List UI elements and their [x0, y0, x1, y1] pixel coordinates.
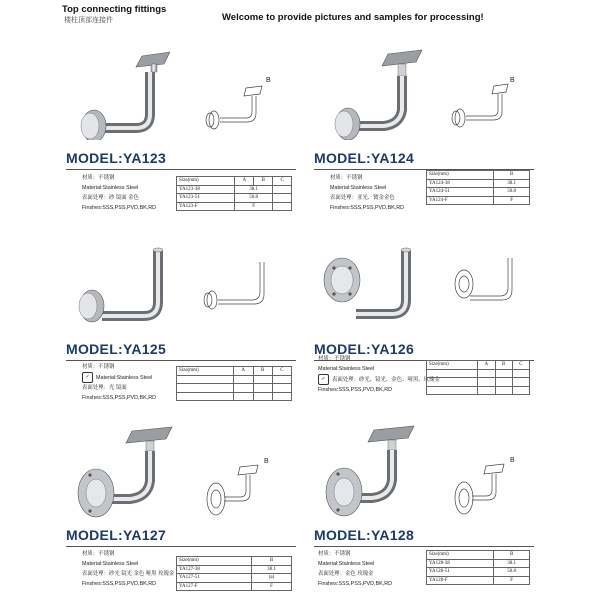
product-photo-ya125 [62, 240, 172, 330]
model-title: MODEL:YA126 [314, 341, 415, 357]
page-title: Top connecting fittings [62, 4, 167, 15]
technical-drawing-ya124 [446, 70, 526, 140]
divider [66, 169, 296, 170]
divider [66, 360, 296, 361]
size-table: Size(mm) A B C [176, 366, 292, 401]
certification-icon: ✓ [318, 374, 329, 385]
product-photo-ya123 [60, 42, 170, 140]
size-table: Size(mm) A B C [426, 360, 530, 395]
technical-drawing-ya125 [198, 258, 278, 318]
spec-list: 材质：不锈钢 Material:Stainless Steel 表面处理：金色 玫瑰金 Finshes:SSS,PSS,PVD,BK,RD [318, 551, 392, 587]
model-title: MODEL:YA128 [314, 527, 415, 543]
spec-list: 材质：不锈钢 Material:Stainless Steel ✓ 表面处理：砂光、镜光、金色、哑黑、玫瑰金 Finshes:SSS,PSS,PVD,BK,RD [318, 356, 440, 393]
technical-drawing-ya123 [200, 70, 280, 140]
size-table: Size(mm) B YA127-38 38.1 YA127-51 (a) YA127-F F [176, 556, 292, 591]
spec-list: 材质：不锈钢 Material:Stainless Steel 表面处理：砂 镜面 金色 Finshes:SSS,PSS,PVD,BK,RD [82, 175, 156, 211]
certification-icon: ✓ [82, 372, 93, 383]
divider [66, 546, 296, 547]
product-photo-ya126 [316, 240, 426, 330]
product-photo-ya124 [318, 42, 428, 140]
size-table: Size(mm) B YA124-38 38.1 YA124-51 50.8 YA124-F F [426, 170, 530, 205]
spec-list: 材质：不锈钢 Material:Stainless Steel 表面处理：砂光 镜光 金色 哑黑 玫瑰金 Finshes:SSS,PSS,PVD,BK,RD [82, 551, 175, 587]
dimension-label-b: B [264, 458, 269, 465]
dimension-label-b: B [266, 77, 271, 84]
model-title: MODEL:YA123 [66, 150, 167, 166]
model-title: MODEL:YA124 [314, 150, 415, 166]
technical-drawing-ya128 [448, 454, 528, 524]
welcome-banner: Welcome to provide pictures and samples for processing! [222, 12, 484, 23]
spec-list: 材质：不锈钢 ✓ Material:Stainless Steel 表面处理：光 镜面 Finshes:SSS,PSS,PVD,BK,RD [82, 364, 156, 401]
technical-drawing-ya127 [200, 455, 280, 525]
technical-drawing-ya126 [446, 254, 526, 314]
product-ya126 [316, 240, 586, 425]
page-subtitle: 楼柱顶部连接件 [64, 17, 113, 24]
spec-list: 材质：不锈钢 Material:Stainless Steel 表面处理：亚光、镀金金色 Finshes:SSS,PSS,PVD,BK,RD [330, 175, 404, 211]
size-table: Size(mm) B YA128-38 38.1 YA128-51 50.8 YA128-F F [426, 550, 530, 585]
dimension-label-b: B [510, 77, 515, 84]
product-photo-ya127 [70, 425, 180, 525]
model-title: MODEL:YA125 [66, 341, 167, 357]
dimension-label-b: B [510, 457, 515, 464]
size-table: Size(mm) A B C YA123-38 38.1 YA123-51 50.8 YA123-F F [176, 176, 292, 211]
divider [314, 546, 534, 547]
product-photo-ya128 [318, 422, 428, 522]
model-title: MODEL:YA127 [66, 527, 167, 543]
